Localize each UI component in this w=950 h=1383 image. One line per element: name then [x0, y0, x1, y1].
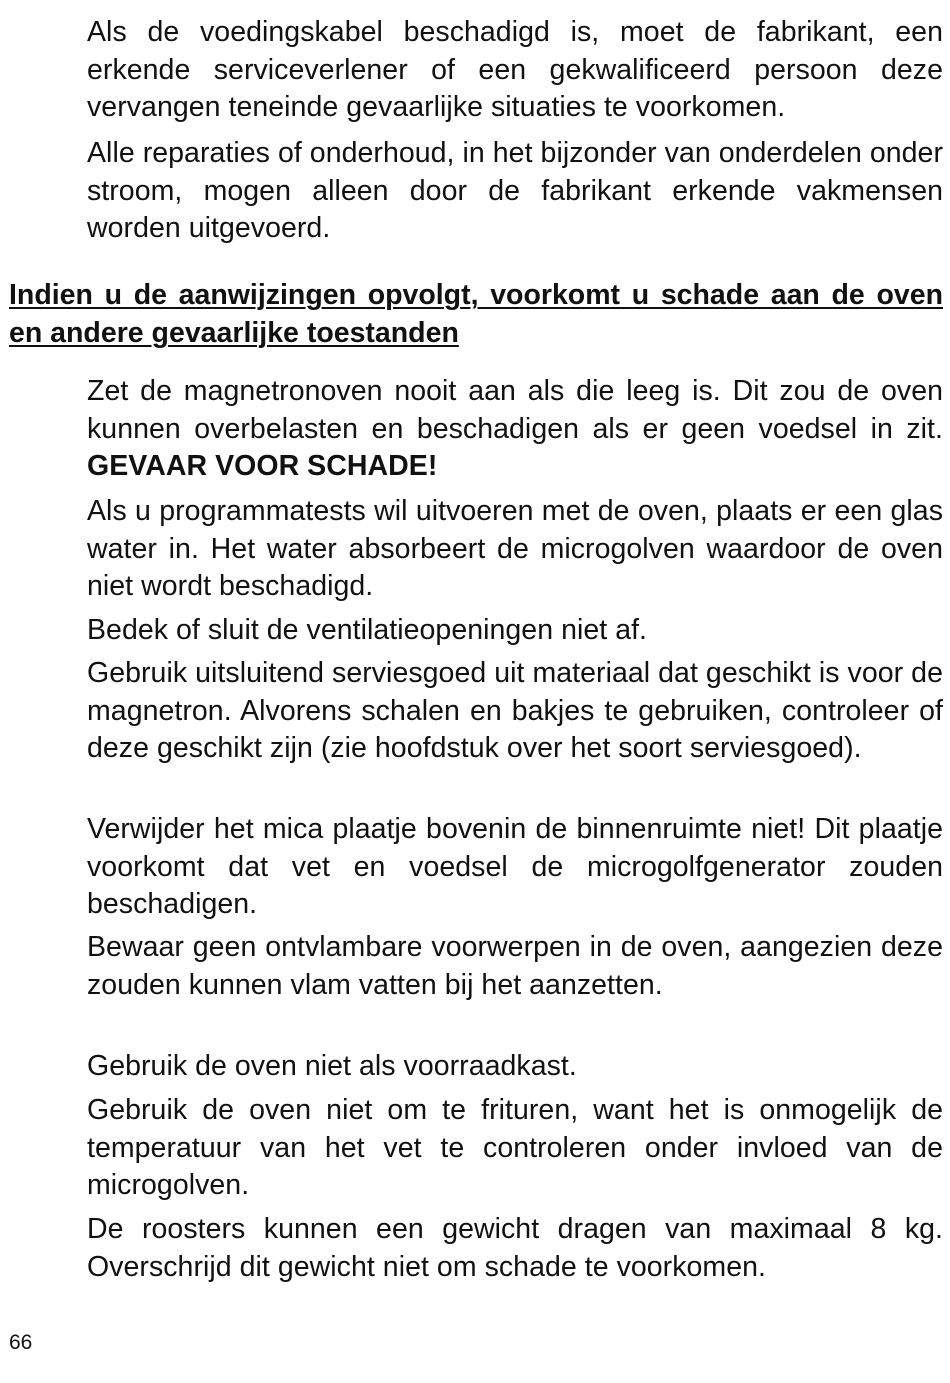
paragraph-storage: Gebruik de oven niet als voorraadkast. [87, 1050, 577, 1082]
paragraph-racks: De roosters kunnen een gewicht dragen van maximaal 8 kg. Overschrijd dit gewicht niet om schade te voorkomen. [87, 1213, 943, 1283]
paragraph-flammable: Bewaar geen ontvlambare voorwerpen in de oven, aangezien deze zouden kunnen vlam vatten bij het aanzetten. [87, 931, 943, 1001]
page-number: 66 [9, 1331, 33, 1354]
paragraph-tableware: Gebruik uitsluitend serviesgoed uit materiaal dat geschikt is voor de magnetron. Alvorens schalen en bakjes te gebruiken, controleer of deze geschikt zijn (zie hoofdstuk over het soort serviesgoed). [87, 657, 943, 764]
section-heading: Indien u de aanwijzingen opvolgt, voorkomt u schade aan de oven en andere gevaarlijke toestanden [9, 279, 943, 349]
paragraph-mica-plate: Verwijder het mica plaatje bovenin de binnenruimte niet! Dit plaatje voorkomt dat vet en voedsel de microgolfgenerator zouden beschadigen. [87, 813, 943, 920]
paragraph-power-cable: Als de voedingskabel beschadigd is, moet de fabrikant, een erkende serviceverlener of een gekwalificeerd persoon deze vervangen teneinde gevaarlijke situaties te voorkomen. [87, 16, 943, 123]
paragraph-program-tests: Als u programmatests wil uitvoeren met de oven, plaats er een glas water in. Het water absorbeert de microgolven waardoor de oven niet wordt beschadigd. [87, 495, 943, 602]
damage-warning: GEVAAR VOOR SCHADE! [87, 450, 438, 482]
paragraph-empty-oven-text: Zet de magnetronoven nooit aan als die leeg is. Dit zou de oven kunnen overbelasten en beschadigen als er geen voedsel in zit. [87, 375, 943, 445]
paragraph-repairs: Alle reparaties of onderhoud, in het bijzonder van onderdelen onder stroom, mogen alleen door de fabrikant erkende vakmensen worden uitgevoerd. [87, 137, 943, 244]
paragraph-frying: Gebruik de oven niet om te frituren, want het is onmogelijk de temperatuur van het vet te controleren onder invloed van de microgolven. [87, 1094, 943, 1201]
paragraph-ventilation: Bedek of sluit de ventilatieopeningen niet af. [87, 614, 648, 646]
paragraph-empty-oven [87, 373, 943, 486]
